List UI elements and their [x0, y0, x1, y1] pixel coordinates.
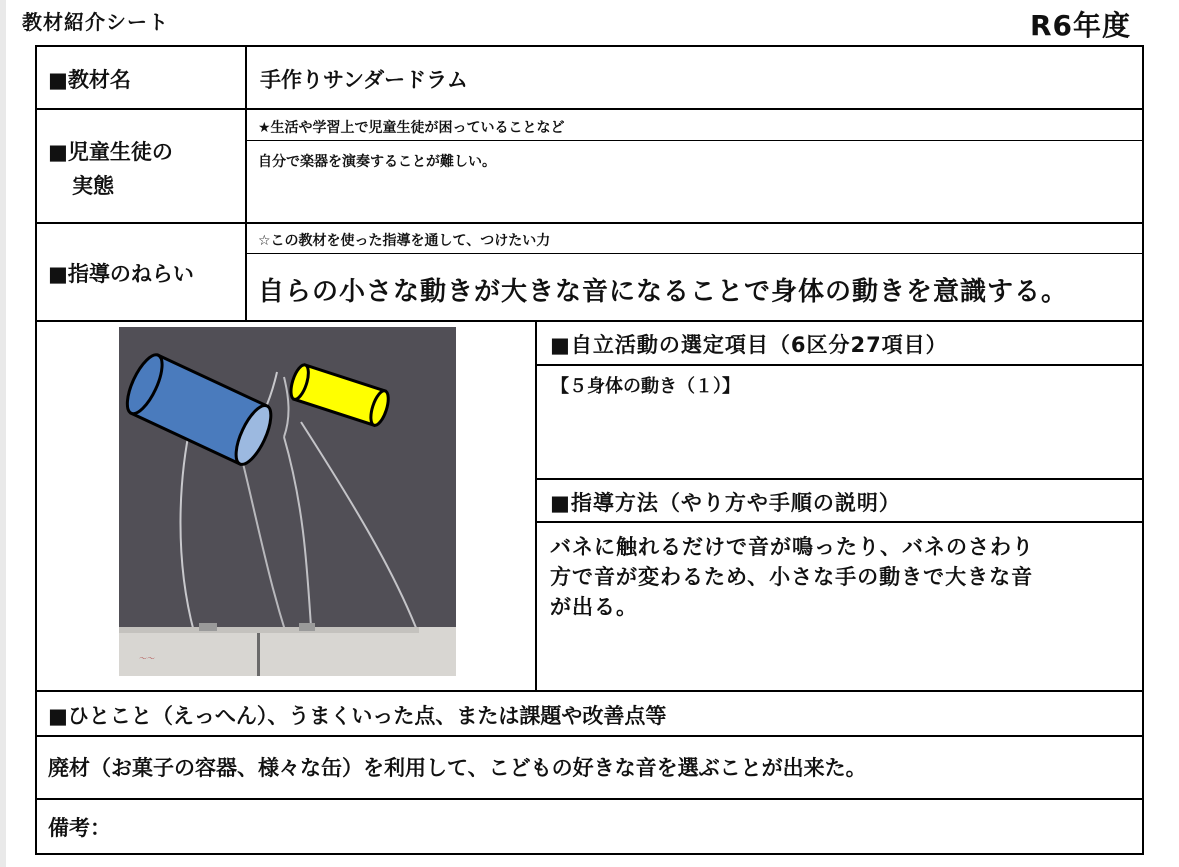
aim-label: ■指導のねらい [48, 262, 194, 286]
svg-text:～～: ～～ [139, 654, 155, 663]
sheet-title: 教材紹介シート [22, 10, 169, 34]
rule [35, 853, 1144, 855]
independence-heading: ■自立活動の選定項目（6区分27項目） [550, 333, 948, 357]
aim-text: 自らの小さな動きが大きな音になることで身体の動きを意識する。 [258, 277, 1069, 307]
rule [246, 253, 1144, 254]
rule [35, 690, 1144, 692]
fiscal-year: R6年度 [1029, 9, 1131, 42]
comment-heading: ■ひとこと（えっへん）、うまくいった点、または課題や改善点等 [48, 704, 667, 728]
rule [536, 521, 1144, 523]
situation-text: 自分で楽器を演奏することが難しい。 [258, 154, 496, 170]
rule [35, 735, 1144, 737]
thunder-drum-illustration [119, 327, 456, 676]
rule [246, 140, 1144, 141]
material-name: 手作りサンダードラム [260, 68, 468, 92]
rule [536, 478, 1144, 480]
method-line-2: 方で音が変わるため、小さな手の動きで大きな音 [550, 565, 1034, 589]
material-label: ■教材名 [48, 68, 131, 92]
situation-label-line1: ■児童生徒の [48, 140, 173, 164]
material-photo [119, 327, 456, 676]
comment-text: 廃材（お菓子の容器、様々な缶）を利用して、こどもの好きな音を選ぶことが出来た。 [48, 756, 867, 780]
rule [35, 108, 1144, 110]
rule [35, 222, 1144, 224]
method-line-3: が出る。 [550, 595, 638, 619]
method-line-1: バネに触れるだけで音が鳴ったり、バネのさわり [550, 535, 1034, 559]
rule [35, 320, 1144, 322]
independence-value: 【５身体の動き（１）】 [551, 376, 740, 397]
rule [245, 45, 247, 322]
situation-label-line2: 実態 [72, 174, 114, 198]
rule [35, 798, 1144, 800]
method-heading: ■指導方法（やり方や手順の説明） [550, 491, 901, 515]
left-edge-bar [0, 0, 6, 867]
situation-prompt: ★生活や学習上で児童生徒が困っていることなど [258, 120, 565, 136]
aim-prompt: ☆この教材を使った指導を通して、つけたい力 [258, 233, 551, 249]
rule [535, 320, 537, 692]
rule [536, 364, 1144, 366]
remarks-label: 備考： [48, 816, 111, 840]
